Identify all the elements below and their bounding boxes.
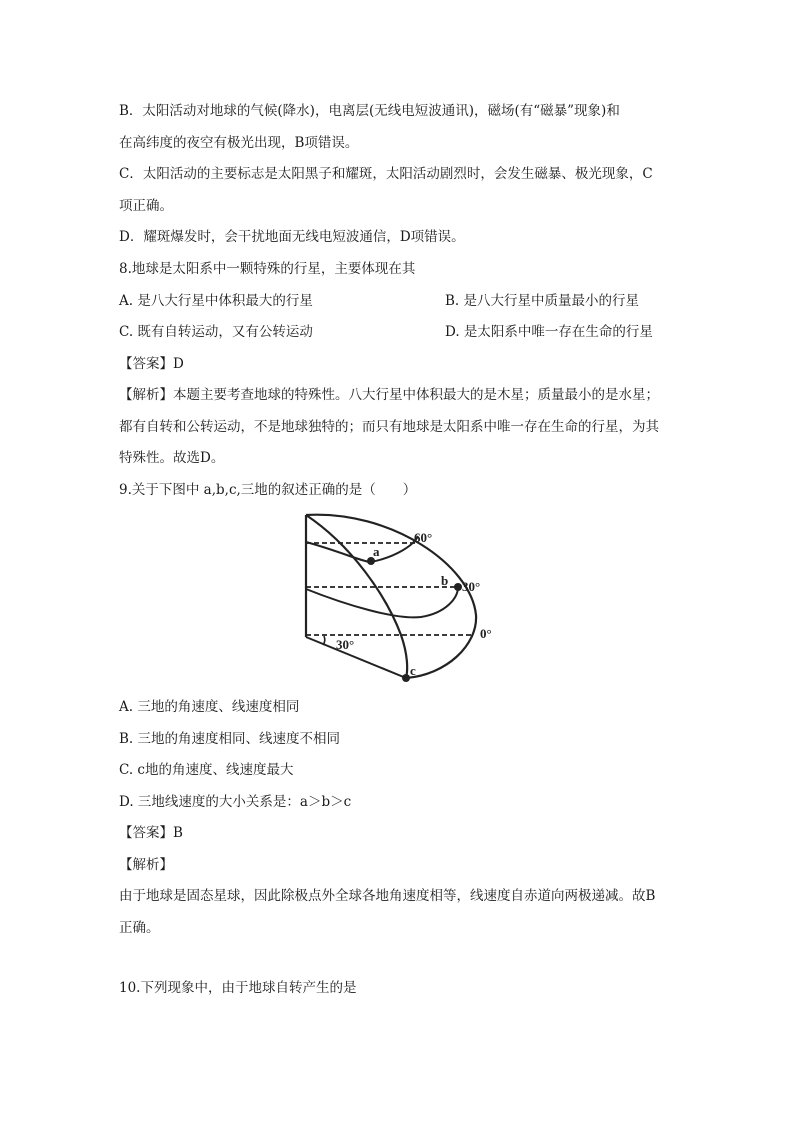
label-30-angle: 30° <box>336 637 355 652</box>
q9-option-b: B. 三地的角速度相同、线速度不相同 <box>119 731 341 747</box>
point-b <box>454 583 462 591</box>
prev-explanation-c-line2: 项正确。 <box>119 198 173 214</box>
q9-analysis-line1: 由于地球是固态星球，因此除极点外全球各地角速度相等，线速度自赤道向两极递减。故B <box>119 888 656 904</box>
q9-analysis-title: 【解析】 <box>119 857 173 873</box>
inner-meridian <box>306 515 407 678</box>
q8-option-a: A. 是八大行星中体积最大的行星 <box>119 293 313 309</box>
q8-analysis-line3: 特殊性。故选D。 <box>119 450 225 466</box>
q9-answer: 【答案】B <box>119 825 183 841</box>
q9-analysis-line2: 正确。 <box>119 920 160 936</box>
q9-option-c: C. c地的角速度、线速度最大 <box>119 762 294 778</box>
q9-option-d: D. 三地线速度的大小关系是：a＞b＞c <box>119 794 352 810</box>
label-30-lat: 30° <box>462 579 481 594</box>
point-c <box>402 674 410 682</box>
label-a: a <box>373 544 380 559</box>
earth-latitude-diagram <box>296 505 496 690</box>
latitude-30-arc <box>306 587 458 617</box>
q8-option-c: C. 既有自转运动，又有公转运动 <box>119 324 313 340</box>
q8-option-d: D. 是太阳系中唯一存在生命的行星 <box>445 324 653 340</box>
prev-explanation-c-line1: C．太阳活动的主要标志是太阳黑子和耀斑，太阳活动剧烈时，会发生磁暴、极光现象，C <box>119 166 653 182</box>
q9-option-a: A. 三地的角速度、线速度相同 <box>119 699 300 715</box>
angle-30-arc <box>323 636 325 645</box>
prev-explanation-b-line2: 在高纬度的夜空有极光出现，B项错误。 <box>119 135 359 151</box>
q8-option-b: B. 是八大行星中质量最小的行星 <box>445 293 640 309</box>
q9-stem: 9.关于下图中 a,b,c,三地的叙述正确的是（ ） <box>119 482 417 498</box>
label-b: b <box>441 573 449 588</box>
q8-stem: 8.地球是太阳系中一颗特殊的行星，主要体现在其 <box>119 261 416 277</box>
q8-analysis-line2: 都有自转和公转运动，不是地球独特的；而只有地球是太阳系中唯一存在生命的行星，为其 <box>119 419 659 435</box>
q8-answer: 【答案】D <box>119 356 184 372</box>
prev-explanation-b-line1: B．太阳活动对地球的气候(降水)，电离层(无线电短波通讯)，磁场(有“磁暴”现象)和 <box>119 103 620 119</box>
equator-radius <box>306 637 406 678</box>
latitude-60-arc <box>306 536 418 562</box>
q8-analysis-line1: 【解析】本题主要考查地球的特殊性。八大行星中体积最大的是木星；质量最小的是水星； <box>119 387 659 403</box>
label-60: 60° <box>414 530 433 545</box>
earth-latitude-figure <box>296 505 496 690</box>
prev-explanation-d-line: D．耀斑爆发时，会干扰地面无线电短波通信，D项错误。 <box>119 229 465 245</box>
label-0: 0° <box>480 626 492 641</box>
q10-stem: 10.下列现象中，由于地球自转产生的是 <box>119 980 357 996</box>
outer-meridian <box>306 515 476 678</box>
label-c: c <box>410 663 416 678</box>
